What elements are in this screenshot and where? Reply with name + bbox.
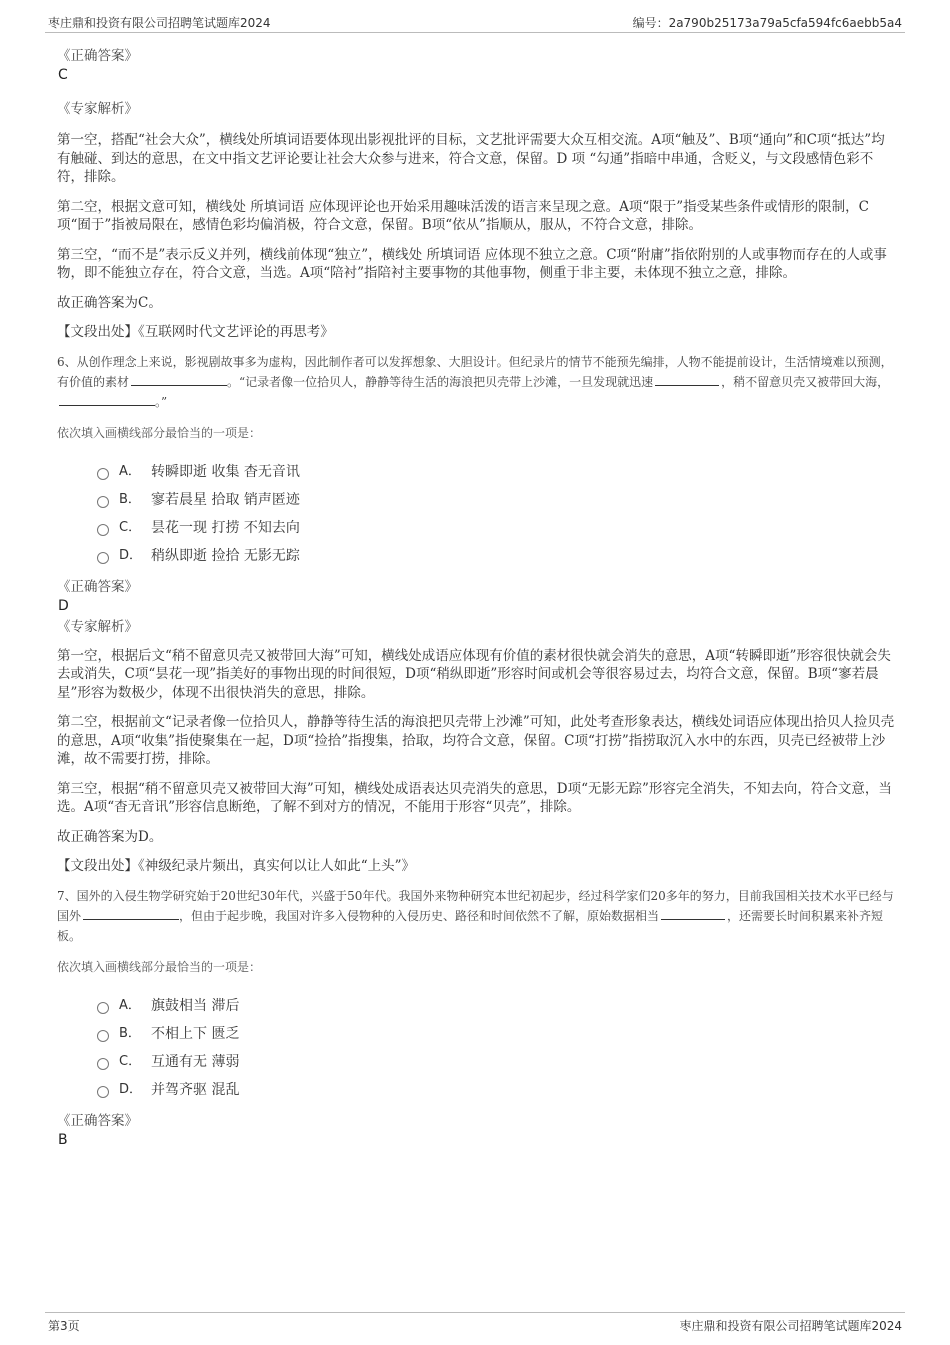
analysis-paragraph: 第三空，根据“稍不留意贝壳又被带回大海”可知，横线处成语表达贝壳消失的意思，D项“无影无踪”形容完全消失，不知去向，符合文意，当选。A项“杳无音讯”形容信息断绝，了解不到对方的情况，不能用于形容“贝壳”，排除。 bbox=[57, 780, 892, 815]
source-citation: 【文段出处】《神级纪录片频出，真实何以让人如此“上头”》 bbox=[57, 858, 416, 874]
conclusion: 故正确答案为D。 bbox=[57, 828, 163, 845]
blank-line bbox=[83, 907, 179, 920]
radio-icon[interactable] bbox=[97, 524, 109, 536]
conclusion: 故正确答案为C。 bbox=[57, 294, 162, 311]
option-b[interactable]: B． 不相上下 匮乏 bbox=[97, 1020, 895, 1048]
answer-label: 《正确答案》 bbox=[57, 578, 138, 595]
answer-value: B bbox=[58, 1131, 68, 1148]
blank-line bbox=[59, 393, 155, 406]
blank-line bbox=[661, 907, 725, 920]
radio-icon[interactable] bbox=[97, 468, 109, 480]
answer-label: 《正确答案》 bbox=[57, 1112, 138, 1129]
option-c[interactable]: C． 互通有无 薄弱 bbox=[97, 1048, 895, 1076]
page-footer bbox=[45, 1312, 905, 1337]
radio-icon[interactable] bbox=[97, 552, 109, 564]
analysis-paragraph: 第一空，搭配“社会大众”，横线处所填词语要体现出影视批评的目标，文艺批评需要大众互相交流。A项“触及”、B项“通向”和C项“抵达”均有触碰、到达的意思，在文中指文艺评论要让社会大众参与进来，符合文意，保留。D 项 “勾通”指暗中串通，含贬义，与文段感情色彩不符，排除。 bbox=[57, 132, 885, 185]
blank-line bbox=[655, 373, 719, 386]
options-list bbox=[97, 992, 895, 1104]
options-list bbox=[97, 458, 895, 570]
document-id: 编号：2a790b25173a79a5cfa594fc6aebb5a4 bbox=[632, 16, 902, 30]
radio-icon[interactable] bbox=[97, 1058, 109, 1070]
option-d[interactable]: D． 稍纵即逝 捡拾 无影无踪 bbox=[97, 542, 895, 570]
radio-icon[interactable] bbox=[97, 1086, 109, 1098]
answer-value: D bbox=[58, 597, 69, 614]
question-prompt: 依次填入画横线部分最恰当的一项是： bbox=[57, 425, 262, 440]
page-content bbox=[57, 46, 895, 1149]
radio-icon[interactable] bbox=[97, 496, 109, 508]
option-a[interactable]: A． 旗鼓相当 滞后 bbox=[97, 992, 895, 1020]
question-prompt: 依次填入画横线部分最恰当的一项是： bbox=[57, 959, 262, 974]
source-citation: 【文段出处】《互联网时代文艺评论的再思考》 bbox=[57, 324, 334, 340]
option-c[interactable]: C． 昙花一现 打捞 不知去向 bbox=[97, 514, 895, 542]
option-b[interactable]: B． 寥若晨星 拾取 销声匿迹 bbox=[97, 486, 895, 514]
analysis-paragraph: 第三空，“而不是”表示反义并列，横线前体现“独立”，横线处 所填词语 应体现不独立之意。C项“附庸”指依附别的人或事物而存在的人或事物，即不能独立存在，符合文意，当选。A项“陪衬”指陪衬主要事物的其他事物，侧重于非主要，未体现不独立之意，排除。 bbox=[57, 246, 887, 281]
analysis-paragraph: 第二空，根据前文“记录者像一位拾贝人，静静等待生活的海浪把贝壳带上沙滩”可知，此处考查形象表达，横线处词语应体现出拾贝人捡贝壳的意思，A项“收集”指使聚集在一起，D项“捡拾”指搜集，拾取，均符合文意，保留。C项“打捞”指捞取沉入水中的东西，贝壳已经被带上沙滩，故不需要打捞，排除。 bbox=[57, 714, 895, 767]
question-7-text: 7、国外的入侵生物学研究始于20世纪30年代，兴盛于50年代。我国外来物种研究本世纪初起步，经过科学家们20多年的努力，目前我国相关技术水平已经与国外 ，但由于起步晚，我国对许多入侵物种的入侵历史、路径和时间依然不了解，原始数据相当 ，还需要长时间积累来补齐短板。 bbox=[57, 888, 894, 943]
analysis-label: 《专家解析》 bbox=[57, 618, 138, 635]
analysis-label: 《专家解析》 bbox=[57, 101, 138, 117]
option-d[interactable]: D． 并驾齐驱 混乱 bbox=[97, 1076, 895, 1104]
blank-line bbox=[131, 373, 227, 386]
analysis-paragraph: 第一空，根据后文“稍不留意贝壳又被带回大海”可知，横线处成语应体现有价值的素材很快就会消失的意思，A项“转瞬即逝”形容很快就会失去或消失，C项“昙花一现”指美好的事物出现的时间很短，D项“稍纵即逝”形容时间或机会等很容易过去，均符合文意，保留。B项“寥若晨星”形容为数极少，体现不出很快消失的意思，排除。 bbox=[57, 647, 891, 701]
page-header bbox=[45, 12, 905, 33]
header-title: 枣庄鼎和投资有限公司招聘笔试题库2024 bbox=[48, 16, 271, 30]
radio-icon[interactable] bbox=[97, 1030, 109, 1042]
answer-value: C bbox=[58, 67, 68, 83]
page-number: 第3页 bbox=[48, 1319, 80, 1333]
option-a[interactable]: A． 转瞬即逝 收集 杳无音讯 bbox=[97, 458, 895, 486]
analysis-paragraph: 第二空，根据文意可知，横线处 所填词语 应体现评论也开始采用趣味活泼的语言来呈现之意。A项“限于”指受某些条件或情形的限制，C项“囿于”指被局限在，感情色彩均偏消极，符合文意，保留。B项“依从”指顺从，服从，不符合文意，排除。 bbox=[57, 198, 869, 233]
footer-title: 枣庄鼎和投资有限公司招聘笔试题库2024 bbox=[679, 1319, 902, 1333]
radio-icon[interactable] bbox=[97, 1002, 109, 1014]
answer-label: 《正确答案》 bbox=[57, 48, 138, 64]
question-6-text: 6、从创作理念上来说，影视剧故事多为虚构，因此制作者可以发挥想象、大胆设计。但纪录片的情节不能预先编排，人物不能提前设计，生活情境难以预测，有价值的素材 。“记录者像一位拾贝人，静静等待生活的海浪把贝壳带上沙滩，一旦发现就迅速 ，稍不留意贝壳又被带回大海，。” bbox=[57, 354, 893, 409]
